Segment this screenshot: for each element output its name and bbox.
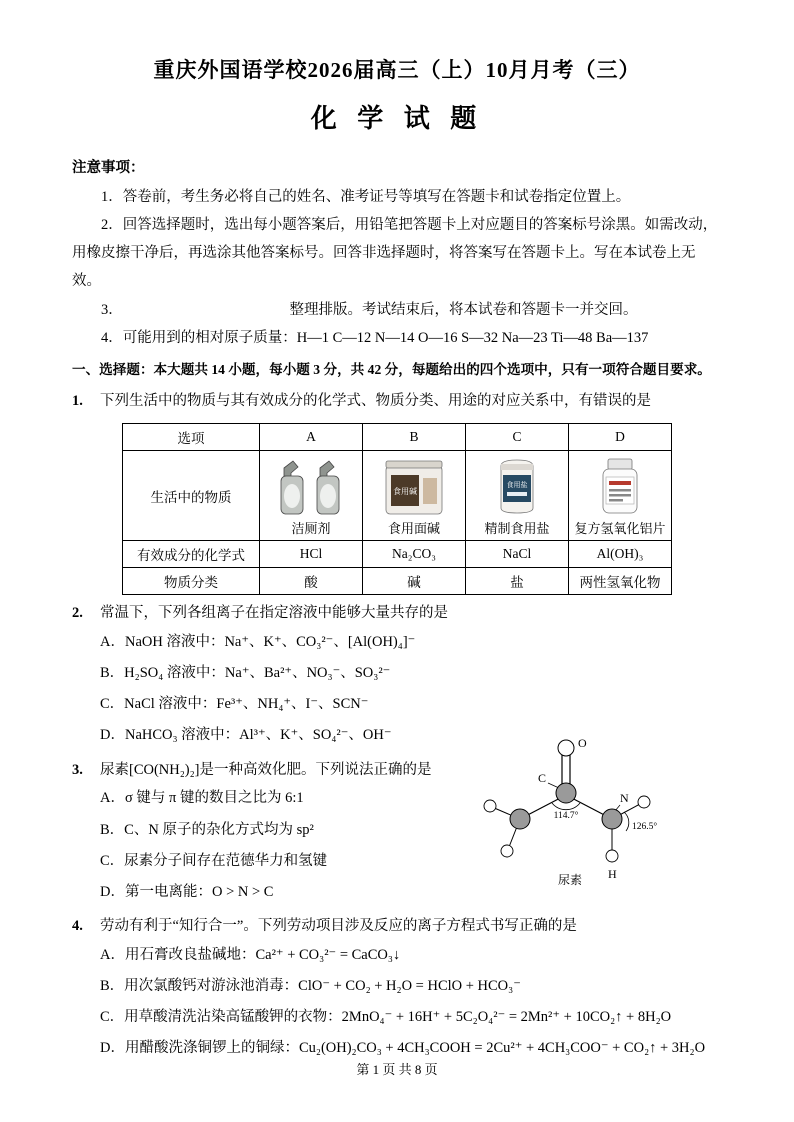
table-header-a: A <box>260 424 363 451</box>
section-1-heading: 一、选择题：本大题共 14 小题，每小题 3 分，共 42 分，每题给出的四个选项中，只有一项符合题目要求。 <box>72 362 711 378</box>
subject-title: 化 学 试 题 <box>310 104 484 133</box>
caption-toilet-cleaner: 洁厕剂 <box>291 521 331 537</box>
table-row-formulas <box>123 541 672 568</box>
question-3-stem: 尿素[CO(NH₂)₂]是一种高效化肥。下列说法正确的是 <box>100 761 432 778</box>
notice-item-1: 1．答卷前，考生务必将自己的姓名、准考证号等填写在答题卡和试卷指定位置上。 <box>101 188 631 205</box>
table-row-classes <box>123 568 672 595</box>
notice-item-2: 2．回答选择题时，选出每小题答案后，用铅笔把答题卡上对应题目的答案标号涂黑。如需改动，用橡皮擦干净后，再选涂其他答案标号。回答非选择题时，将答案写在答题卡上。写在本试卷上无效。 <box>72 216 718 290</box>
notices-heading: 注意事项： <box>72 160 145 176</box>
table-header-option: 选项 <box>123 424 260 451</box>
question-1-number: 1. <box>72 393 83 410</box>
angle-label-c: 114.7° <box>553 810 579 821</box>
class-c: 盐 <box>466 568 569 595</box>
table-header-d: D <box>569 424 672 451</box>
formula-c: NaCl <box>466 541 569 568</box>
soda-bag-label: 食用碱 <box>393 487 417 497</box>
question-4-option-b: B．用次氯酸钙对游泳池消毒：ClO⁻ + CO₂ + H₂O = HClO + HCO₃⁻ <box>100 978 521 995</box>
salt-canister-label: 食用盐 <box>506 481 528 490</box>
notice-item-4: 4．可能用到的相对原子质量：H—1 C—12 N—14 O—16 S—32 Na—23 Ti—48 Ba—137 <box>101 329 649 346</box>
hydrogen-label: H <box>608 866 617 881</box>
question-1-stem: 下列生活中的物质与其有效成分的化学式、物质分类、用途的对应关系中，有错误的是 <box>100 393 651 410</box>
table-row-substances <box>123 451 672 541</box>
toilet-cleaner-image <box>276 456 346 516</box>
cell-aluminium-tablets <box>569 451 672 541</box>
nitrogen-atom-left <box>510 809 530 829</box>
bottle-right-icon <box>317 461 339 514</box>
table-header-c: C <box>466 424 569 451</box>
question-3-option-a: A．σ 键与 π 键的数目之比为 6:1 <box>100 790 304 807</box>
notice-item-3: 3． 整理排版。考试结束后，将本试卷和答题卡一并交回。 <box>101 301 638 318</box>
oxygen-label: O <box>578 735 587 750</box>
table-header-row <box>123 424 672 451</box>
class-d: 两性氢氧化物 <box>569 568 672 595</box>
caption-refined-salt: 精制食用盐 <box>484 521 550 537</box>
question-2-head <box>72 600 722 627</box>
bottle-left-icon <box>281 461 303 514</box>
question-1-head <box>72 388 722 415</box>
question-1-table <box>122 423 672 595</box>
class-b: 碱 <box>363 568 466 595</box>
row-label-substances: 生活中的物质 <box>123 451 260 541</box>
hydrogen-atom <box>638 796 650 808</box>
nitrogen-label: N <box>620 790 629 805</box>
page-title: 重庆外国语学校2026届高三（上）10月月考（三） <box>153 58 641 82</box>
question-2-option-d: D．NaHCO₃ 溶液中：Al³⁺、K⁺、SO₄²⁻、OH⁻ <box>100 727 392 744</box>
question-1 <box>72 388 722 595</box>
formula-d: Al(OH)₃ <box>569 541 672 568</box>
question-4-stem: 劳动有利于“知行合一”。下列劳动项目涉及反应的离子方程式书写正确的是 <box>100 918 577 935</box>
question-2-option-c: C．NaCl 溶液中：Fe³⁺、NH₄⁺、I⁻、SCN⁻ <box>100 696 369 713</box>
soda-bag-image <box>382 456 446 516</box>
caption-aluminium-tablets: 复方氢氧化铝片 <box>574 521 666 537</box>
carbon-atom <box>556 783 576 803</box>
question-3-option-d: D．第一电离能：O > N > C <box>100 883 274 900</box>
question-4-number: 4. <box>72 918 83 935</box>
caption-edible-soda: 食用面碱 <box>387 521 440 537</box>
question-2-stem: 常温下，下列各组离子在指定溶液中能够大量共存的是 <box>100 605 448 622</box>
question-3-option-c: C．尿素分子间存在范德华力和氢键 <box>100 852 328 869</box>
carbon-label: C <box>538 770 547 785</box>
hydrogen-atom <box>606 850 618 862</box>
urea-caption: 尿素 <box>557 872 583 887</box>
question-4-head <box>72 913 722 940</box>
formula-b: Na₂CO₃ <box>363 541 466 568</box>
pill-bottle-image <box>592 456 648 516</box>
nitrogen-atom-right <box>602 809 622 829</box>
angle-label-n: 126.5° <box>632 821 658 832</box>
formula-a: HCl <box>260 541 363 568</box>
question-2-option-a: A．NaOH 溶液中：Na⁺、K⁺、CO₃²⁻、[Al(OH)₄]⁻ <box>100 633 416 650</box>
class-a: 酸 <box>260 568 363 595</box>
urea-structure-diagram <box>480 733 672 887</box>
question-2-number: 2. <box>72 605 83 622</box>
question-4-options <box>100 940 722 1065</box>
notices-section <box>72 155 722 352</box>
page-number: 第 1 页 共 8 页 <box>356 1062 438 1077</box>
cell-edible-soda <box>363 451 466 541</box>
question-4-option-a: A．用石膏改良盐碱地：Ca²⁺ + CO₃²⁻ = CaCO₃↓ <box>100 946 401 963</box>
question-4 <box>72 913 722 1065</box>
question-3-number: 3. <box>72 761 83 778</box>
table-header-b: B <box>363 424 466 451</box>
cell-refined-salt <box>466 451 569 541</box>
question-2 <box>72 600 722 752</box>
cell-toilet-cleaner <box>260 451 363 541</box>
hydrogen-atom <box>501 845 513 857</box>
question-4-option-d: D．用醋酸洗涤铜锣上的铜绿：Cu₂(OH)₂CO₃ + 4CH₃COOH = 2Cu²⁺ + 4CH₃COO⁻ + CO₂↑ + 3H₂O <box>100 1040 706 1057</box>
question-4-option-c: C．用草酸清洗沾染高锰酸钾的衣物：2MnO₄⁻ + 16H⁺ + 5C₂O₄²⁻ = 2Mn²⁺ + 10CO₂↑ + 8H₂O <box>100 1009 672 1026</box>
hydrogen-atom <box>484 800 496 812</box>
question-2-option-b: B．H₂SO₄ 溶液中：Na⁺、Ba²⁺、NO₃⁻、SO₃²⁻ <box>100 665 391 682</box>
row-label-classes: 物质分类 <box>123 568 260 595</box>
oxygen-atom <box>558 740 574 756</box>
question-3-option-b: B．C、N 原子的杂化方式均为 sp² <box>100 821 314 838</box>
row-label-formulas: 有效成分的化学式 <box>123 541 260 568</box>
salt-canister-image <box>491 456 543 516</box>
